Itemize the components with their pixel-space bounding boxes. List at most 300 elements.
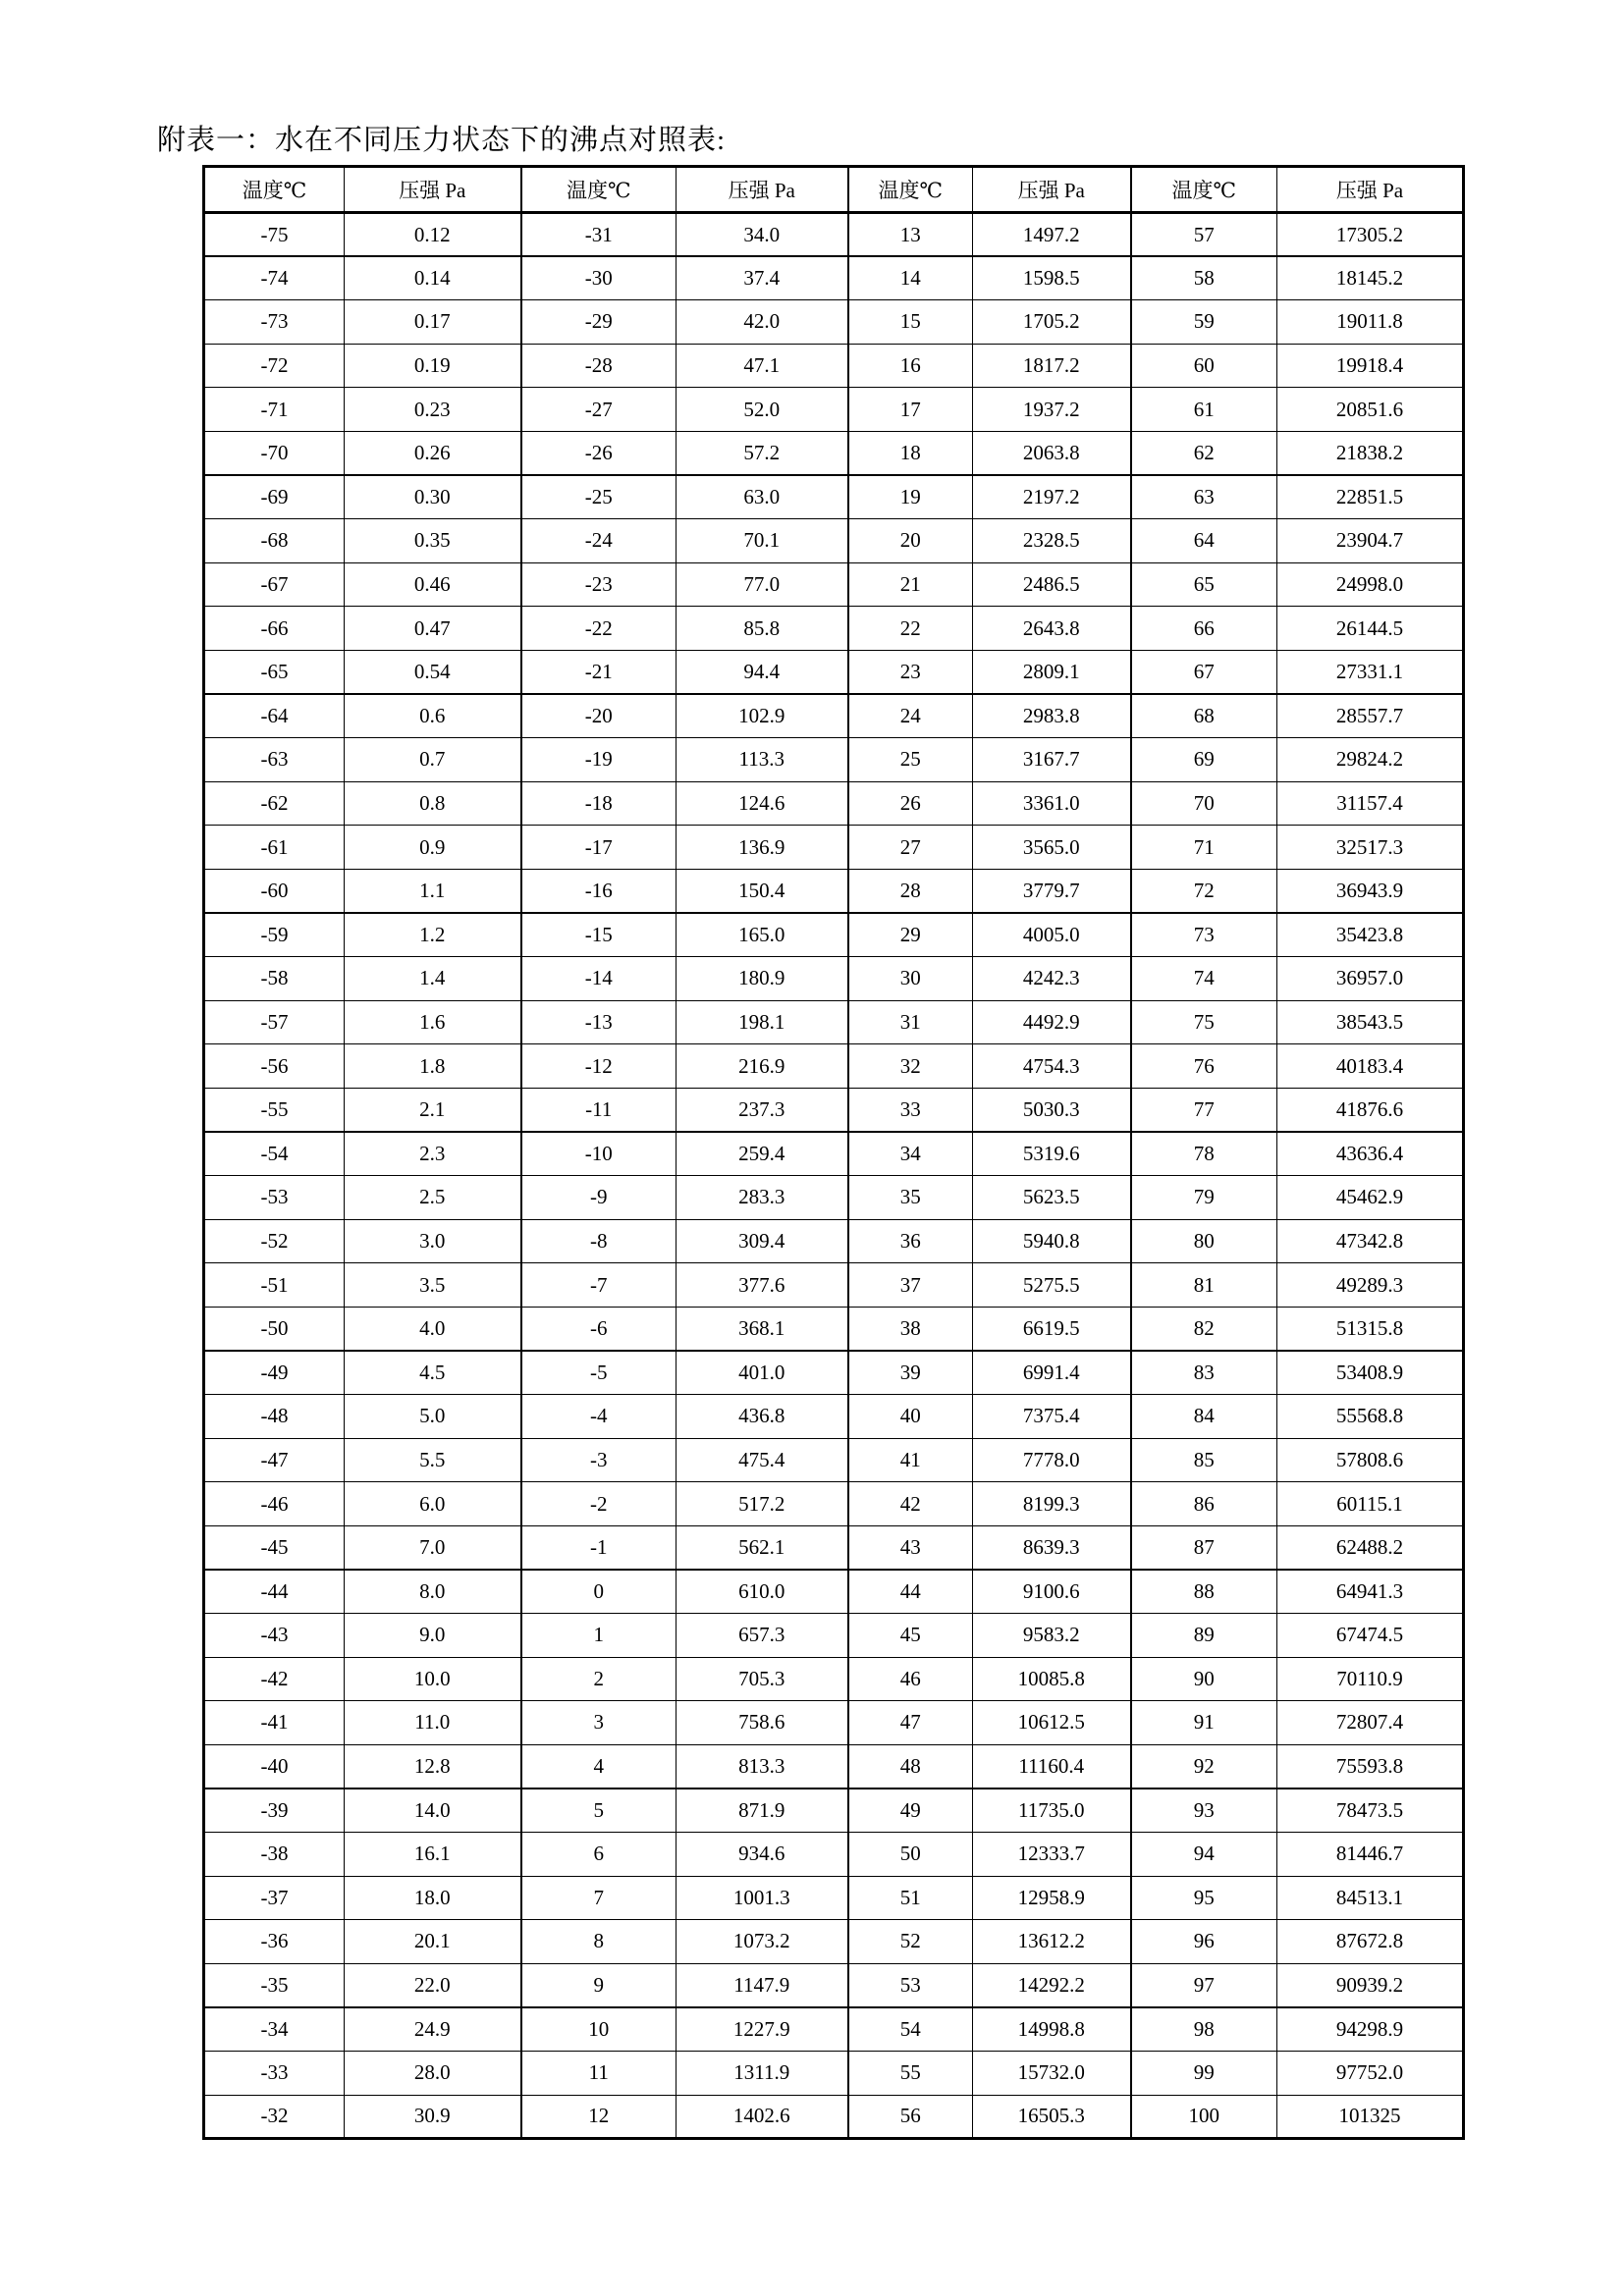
pressure-cell: 9.0 — [345, 1614, 521, 1658]
pressure-cell: 12.8 — [345, 1744, 521, 1789]
temperature-cell: -72 — [204, 344, 345, 388]
pressure-cell: 30.9 — [345, 2095, 521, 2139]
pressure-cell: 1.2 — [345, 913, 521, 957]
temperature-cell: -50 — [204, 1307, 345, 1351]
pressure-cell: 7375.4 — [973, 1395, 1131, 1439]
pressure-cell: 5030.3 — [973, 1088, 1131, 1132]
pressure-cell: 2486.5 — [973, 562, 1131, 607]
pressure-cell: 57.2 — [677, 431, 848, 475]
pressure-cell: 8639.3 — [973, 1525, 1131, 1570]
table-row — [204, 1701, 1464, 1745]
pressure-cell: 1147.9 — [677, 1963, 848, 2007]
table-row — [204, 1963, 1464, 2007]
temperature-cell: 53 — [848, 1963, 973, 2007]
pressure-cell: 14998.8 — [973, 2007, 1131, 2052]
pressure-cell: 1497.2 — [973, 213, 1131, 257]
temperature-cell: 28 — [848, 869, 973, 913]
pressure-cell: 12958.9 — [973, 1876, 1131, 1920]
pressure-cell: 16.1 — [345, 1832, 521, 1876]
pressure-cell: 705.3 — [677, 1657, 848, 1701]
pressure-cell: 35423.8 — [1277, 913, 1464, 957]
header-temperature-3: 温度℃ — [848, 167, 973, 213]
table-row — [204, 1351, 1464, 1395]
pressure-cell: 0.54 — [345, 650, 521, 694]
pressure-cell: 180.9 — [677, 957, 848, 1001]
temperature-cell: -44 — [204, 1570, 345, 1614]
temperature-cell: 33 — [848, 1088, 973, 1132]
temperature-cell: 49 — [848, 1789, 973, 1833]
table-row — [204, 2095, 1464, 2139]
table-row — [204, 1614, 1464, 1658]
temperature-cell: 52 — [848, 1920, 973, 1964]
temperature-cell: -35 — [204, 1963, 345, 2007]
pressure-cell: 1705.2 — [973, 300, 1131, 345]
pressure-cell: 28.0 — [345, 2051, 521, 2095]
pressure-cell: 31157.4 — [1277, 781, 1464, 826]
pressure-cell: 259.4 — [677, 1132, 848, 1176]
pressure-cell: 1598.5 — [973, 256, 1131, 300]
pressure-cell: 23904.7 — [1277, 519, 1464, 563]
pressure-cell: 62488.2 — [1277, 1525, 1464, 1570]
table-row — [204, 213, 1464, 257]
temperature-cell: 13 — [848, 213, 973, 257]
pressure-cell: 19011.8 — [1277, 300, 1464, 345]
temperature-cell: -31 — [521, 213, 677, 257]
temperature-cell: 60 — [1131, 344, 1277, 388]
temperature-cell: 87 — [1131, 1525, 1277, 1570]
pressure-cell: 562.1 — [677, 1525, 848, 1570]
temperature-cell: 6 — [521, 1832, 677, 1876]
temperature-cell: -38 — [204, 1832, 345, 1876]
temperature-cell: -5 — [521, 1351, 677, 1395]
pressure-cell: 9100.6 — [973, 1570, 1131, 1614]
temperature-cell: -11 — [521, 1088, 677, 1132]
temperature-cell: 72 — [1131, 869, 1277, 913]
pressure-cell: 10612.5 — [973, 1701, 1131, 1745]
temperature-cell: -51 — [204, 1263, 345, 1308]
table-row — [204, 694, 1464, 738]
temperature-cell: -27 — [521, 388, 677, 432]
pressure-cell: 0.30 — [345, 475, 521, 519]
temperature-cell: 97 — [1131, 1963, 1277, 2007]
temperature-cell: 0 — [521, 1570, 677, 1614]
temperature-cell: -59 — [204, 913, 345, 957]
pressure-cell: 97752.0 — [1277, 2051, 1464, 2095]
table-row — [204, 1920, 1464, 1964]
pressure-cell: 2197.2 — [973, 475, 1131, 519]
pressure-cell: 216.9 — [677, 1044, 848, 1089]
temperature-cell: -23 — [521, 562, 677, 607]
temperature-cell: -12 — [521, 1044, 677, 1089]
temperature-cell: 34 — [848, 1132, 973, 1176]
pressure-cell: 4.5 — [345, 1351, 521, 1395]
temperature-cell: 35 — [848, 1176, 973, 1220]
pressure-cell: 8199.3 — [973, 1482, 1131, 1526]
temperature-cell: -48 — [204, 1395, 345, 1439]
temperature-cell: 66 — [1131, 607, 1277, 651]
pressure-cell: 4492.9 — [973, 1000, 1131, 1044]
temperature-cell: 51 — [848, 1876, 973, 1920]
temperature-cell: -74 — [204, 256, 345, 300]
temperature-cell: -61 — [204, 826, 345, 870]
temperature-cell: -70 — [204, 431, 345, 475]
temperature-cell: -73 — [204, 300, 345, 345]
temperature-cell: 3 — [521, 1701, 677, 1745]
pressure-cell: 283.3 — [677, 1176, 848, 1220]
temperature-cell: 50 — [848, 1832, 973, 1876]
pressure-cell: 24998.0 — [1277, 562, 1464, 607]
pressure-cell: 5.5 — [345, 1438, 521, 1482]
pressure-cell: 2.3 — [345, 1132, 521, 1176]
table-row — [204, 826, 1464, 870]
pressure-cell: 11735.0 — [973, 1789, 1131, 1833]
pressure-cell: 0.19 — [345, 344, 521, 388]
temperature-cell: 46 — [848, 1657, 973, 1701]
pressure-cell: 5319.6 — [973, 1132, 1131, 1176]
temperature-cell: -55 — [204, 1088, 345, 1132]
pressure-cell: 1937.2 — [973, 388, 1131, 432]
table-row — [204, 1000, 1464, 1044]
pressure-cell: 60115.1 — [1277, 1482, 1464, 1526]
pressure-cell: 4.0 — [345, 1307, 521, 1351]
temperature-cell: -43 — [204, 1614, 345, 1658]
temperature-cell: -14 — [521, 957, 677, 1001]
pressure-cell: 70110.9 — [1277, 1657, 1464, 1701]
temperature-cell: -8 — [521, 1219, 677, 1263]
pressure-cell: 1227.9 — [677, 2007, 848, 2052]
pressure-cell: 45462.9 — [1277, 1176, 1464, 1220]
temperature-cell: 45 — [848, 1614, 973, 1658]
temperature-cell: -69 — [204, 475, 345, 519]
pressure-cell: 3.5 — [345, 1263, 521, 1308]
pressure-cell: 11.0 — [345, 1701, 521, 1745]
temperature-cell: 56 — [848, 2095, 973, 2139]
table-row — [204, 1744, 1464, 1789]
temperature-cell: 4 — [521, 1744, 677, 1789]
pressure-cell: 5940.8 — [973, 1219, 1131, 1263]
temperature-cell: 21 — [848, 562, 973, 607]
temperature-cell: -45 — [204, 1525, 345, 1570]
pressure-cell: 11160.4 — [973, 1744, 1131, 1789]
pressure-cell: 72807.4 — [1277, 1701, 1464, 1745]
temperature-cell: -60 — [204, 869, 345, 913]
table-row — [204, 2051, 1464, 2095]
temperature-cell: -3 — [521, 1438, 677, 1482]
temperature-cell: -36 — [204, 1920, 345, 1964]
temperature-cell: -30 — [521, 256, 677, 300]
pressure-cell: 24.9 — [345, 2007, 521, 2052]
pressure-cell: 19918.4 — [1277, 344, 1464, 388]
table-row — [204, 2007, 1464, 2052]
pressure-cell: 13612.2 — [973, 1920, 1131, 1964]
pressure-cell: 101325 — [1277, 2095, 1464, 2139]
temperature-cell: 39 — [848, 1351, 973, 1395]
temperature-cell: 96 — [1131, 1920, 1277, 1964]
temperature-cell: 63 — [1131, 475, 1277, 519]
pressure-cell: 18.0 — [345, 1876, 521, 1920]
temperature-cell: 58 — [1131, 256, 1277, 300]
pressure-cell: 1.1 — [345, 869, 521, 913]
temperature-cell: 78 — [1131, 1132, 1277, 1176]
pressure-cell: 1001.3 — [677, 1876, 848, 1920]
temperature-cell: 71 — [1131, 826, 1277, 870]
pressure-cell: 84513.1 — [1277, 1876, 1464, 1920]
table-body — [204, 213, 1464, 2139]
pressure-cell: 85.8 — [677, 607, 848, 651]
pressure-cell: 38543.5 — [1277, 1000, 1464, 1044]
table-row — [204, 781, 1464, 826]
pressure-cell: 0.6 — [345, 694, 521, 738]
pressure-cell: 124.6 — [677, 781, 848, 826]
temperature-cell: 55 — [848, 2051, 973, 2095]
pressure-cell: 113.3 — [677, 738, 848, 782]
pressure-cell: 934.6 — [677, 1832, 848, 1876]
temperature-cell: 89 — [1131, 1614, 1277, 1658]
temperature-cell: -62 — [204, 781, 345, 826]
page-title: 附表一：水在不同压力状态下的沸点对照表: — [157, 125, 727, 156]
table-row — [204, 475, 1464, 519]
header-temperature-1: 温度℃ — [204, 167, 345, 213]
pressure-cell: 75593.8 — [1277, 1744, 1464, 1789]
pressure-cell: 0.12 — [345, 213, 521, 257]
temperature-cell: 8 — [521, 1920, 677, 1964]
temperature-cell: 99 — [1131, 2051, 1277, 2095]
temperature-cell: 30 — [848, 957, 973, 1001]
pressure-cell: 81446.7 — [1277, 1832, 1464, 1876]
pressure-cell: 1402.6 — [677, 2095, 848, 2139]
pressure-cell: 51315.8 — [1277, 1307, 1464, 1351]
pressure-cell: 610.0 — [677, 1570, 848, 1614]
temperature-cell: -16 — [521, 869, 677, 913]
temperature-cell: -25 — [521, 475, 677, 519]
pressure-cell: 2643.8 — [973, 607, 1131, 651]
pressure-cell: 34.0 — [677, 213, 848, 257]
temperature-cell: -57 — [204, 1000, 345, 1044]
pressure-cell: 67474.5 — [1277, 1614, 1464, 1658]
pressure-cell: 47.1 — [677, 344, 848, 388]
temperature-cell: -63 — [204, 738, 345, 782]
temperature-cell: -67 — [204, 562, 345, 607]
temperature-cell: 36 — [848, 1219, 973, 1263]
pressure-cell: 871.9 — [677, 1789, 848, 1833]
pressure-cell: 17305.2 — [1277, 213, 1464, 257]
temperature-cell: -37 — [204, 1876, 345, 1920]
pressure-cell: 10085.8 — [973, 1657, 1131, 1701]
pressure-cell: 517.2 — [677, 1482, 848, 1526]
temperature-cell: -32 — [204, 2095, 345, 2139]
temperature-cell: 14 — [848, 256, 973, 300]
pressure-cell: 0.26 — [345, 431, 521, 475]
pressure-cell: 0.46 — [345, 562, 521, 607]
pressure-cell: 78473.5 — [1277, 1789, 1464, 1833]
pressure-cell: 22.0 — [345, 1963, 521, 2007]
pressure-cell: 90939.2 — [1277, 1963, 1464, 2007]
table-row — [204, 344, 1464, 388]
pressure-cell: 237.3 — [677, 1088, 848, 1132]
temperature-cell: 86 — [1131, 1482, 1277, 1526]
pressure-cell: 0.47 — [345, 607, 521, 651]
pressure-cell: 47342.8 — [1277, 1219, 1464, 1263]
pressure-cell: 401.0 — [677, 1351, 848, 1395]
temperature-cell: 67 — [1131, 650, 1277, 694]
temperature-cell: -17 — [521, 826, 677, 870]
table-row — [204, 1789, 1464, 1833]
pressure-cell: 1311.9 — [677, 2051, 848, 2095]
table-row — [204, 1482, 1464, 1526]
temperature-cell: 74 — [1131, 957, 1277, 1001]
temperature-cell: 81 — [1131, 1263, 1277, 1308]
pressure-cell: 21838.2 — [1277, 431, 1464, 475]
temperature-cell: 20 — [848, 519, 973, 563]
temperature-cell: -34 — [204, 2007, 345, 2052]
pressure-cell: 16505.3 — [973, 2095, 1131, 2139]
temperature-cell: 31 — [848, 1000, 973, 1044]
temperature-cell: -28 — [521, 344, 677, 388]
pressure-cell: 2983.8 — [973, 694, 1131, 738]
temperature-cell: 22 — [848, 607, 973, 651]
temperature-cell: 47 — [848, 1701, 973, 1745]
temperature-cell: 79 — [1131, 1176, 1277, 1220]
table-row — [204, 1876, 1464, 1920]
pressure-cell: 37.4 — [677, 256, 848, 300]
table-row — [204, 1219, 1464, 1263]
temperature-cell: 43 — [848, 1525, 973, 1570]
temperature-cell: 27 — [848, 826, 973, 870]
pressure-cell: 6991.4 — [973, 1351, 1131, 1395]
pressure-cell: 20.1 — [345, 1920, 521, 1964]
pressure-cell: 5623.5 — [973, 1176, 1131, 1220]
temperature-cell: -53 — [204, 1176, 345, 1220]
temperature-cell: -26 — [521, 431, 677, 475]
temperature-cell: 64 — [1131, 519, 1277, 563]
temperature-cell: 92 — [1131, 1744, 1277, 1789]
temperature-cell: 23 — [848, 650, 973, 694]
pressure-cell: 5.0 — [345, 1395, 521, 1439]
temperature-cell: 91 — [1131, 1701, 1277, 1745]
table-row — [204, 1132, 1464, 1176]
pressure-cell: 32517.3 — [1277, 826, 1464, 870]
pressure-cell: 0.14 — [345, 256, 521, 300]
table-row — [204, 300, 1464, 345]
pressure-cell: 36943.9 — [1277, 869, 1464, 913]
pressure-cell: 36957.0 — [1277, 957, 1464, 1001]
table-row — [204, 607, 1464, 651]
pressure-cell: 53408.9 — [1277, 1351, 1464, 1395]
pressure-cell: 9583.2 — [973, 1614, 1131, 1658]
pressure-cell: 94298.9 — [1277, 2007, 1464, 2052]
pressure-cell: 1817.2 — [973, 344, 1131, 388]
pressure-cell: 198.1 — [677, 1000, 848, 1044]
pressure-cell: 1073.2 — [677, 1920, 848, 1964]
pressure-cell: 5275.5 — [973, 1263, 1131, 1308]
pressure-cell: 26144.5 — [1277, 607, 1464, 651]
table-row — [204, 1307, 1464, 1351]
pressure-cell: 436.8 — [677, 1395, 848, 1439]
temperature-cell: -21 — [521, 650, 677, 694]
pressure-cell: 28557.7 — [1277, 694, 1464, 738]
temperature-cell: -18 — [521, 781, 677, 826]
pressure-cell: 3167.7 — [973, 738, 1131, 782]
pressure-cell: 4005.0 — [973, 913, 1131, 957]
temperature-cell: 84 — [1131, 1395, 1277, 1439]
pressure-cell: 20851.6 — [1277, 388, 1464, 432]
header-pressure-2: 压强 Pa — [677, 167, 848, 213]
pressure-cell: 94.4 — [677, 650, 848, 694]
header-row — [204, 167, 1464, 213]
pressure-cell: 49289.3 — [1277, 1263, 1464, 1308]
temperature-cell: -33 — [204, 2051, 345, 2095]
temperature-cell: -4 — [521, 1395, 677, 1439]
table-row — [204, 1044, 1464, 1089]
header-pressure-3: 压强 Pa — [973, 167, 1131, 213]
temperature-cell: 70 — [1131, 781, 1277, 826]
temperature-cell: 38 — [848, 1307, 973, 1351]
pressure-cell: 57808.6 — [1277, 1438, 1464, 1482]
temperature-cell: -2 — [521, 1482, 677, 1526]
table-row — [204, 738, 1464, 782]
temperature-cell: 32 — [848, 1044, 973, 1089]
temperature-cell: -15 — [521, 913, 677, 957]
pressure-cell: 41876.6 — [1277, 1088, 1464, 1132]
table-row — [204, 1657, 1464, 1701]
table-row — [204, 650, 1464, 694]
temperature-cell: -64 — [204, 694, 345, 738]
pressure-cell: 2809.1 — [973, 650, 1131, 694]
table-row — [204, 562, 1464, 607]
pressure-cell: 55568.8 — [1277, 1395, 1464, 1439]
temperature-cell: 2 — [521, 1657, 677, 1701]
table-row — [204, 1832, 1464, 1876]
pressure-cell: 2.5 — [345, 1176, 521, 1220]
temperature-cell: -65 — [204, 650, 345, 694]
temperature-cell: 76 — [1131, 1044, 1277, 1089]
temperature-cell: 18 — [848, 431, 973, 475]
pressure-cell: 15732.0 — [973, 2051, 1131, 2095]
pressure-cell: 87672.8 — [1277, 1920, 1464, 1964]
temperature-cell: 1 — [521, 1614, 677, 1658]
table-row — [204, 388, 1464, 432]
boiling-point-table — [202, 165, 1465, 2140]
temperature-cell: 57 — [1131, 213, 1277, 257]
temperature-cell: 93 — [1131, 1789, 1277, 1833]
temperature-cell: 69 — [1131, 738, 1277, 782]
temperature-cell: -54 — [204, 1132, 345, 1176]
table-row — [204, 431, 1464, 475]
temperature-cell: 41 — [848, 1438, 973, 1482]
pressure-cell: 43636.4 — [1277, 1132, 1464, 1176]
temperature-cell: 12 — [521, 2095, 677, 2139]
table-row — [204, 1570, 1464, 1614]
temperature-cell: 16 — [848, 344, 973, 388]
temperature-cell: -19 — [521, 738, 677, 782]
pressure-cell: 64941.3 — [1277, 1570, 1464, 1614]
pressure-cell: 0.8 — [345, 781, 521, 826]
pressure-cell: 0.7 — [345, 738, 521, 782]
temperature-cell: -20 — [521, 694, 677, 738]
pressure-cell: 77.0 — [677, 562, 848, 607]
pressure-cell: 10.0 — [345, 1657, 521, 1701]
temperature-cell: 11 — [521, 2051, 677, 2095]
temperature-cell: -40 — [204, 1744, 345, 1789]
temperature-cell: 73 — [1131, 913, 1277, 957]
temperature-cell: -46 — [204, 1482, 345, 1526]
temperature-cell: 24 — [848, 694, 973, 738]
pressure-cell: 0.23 — [345, 388, 521, 432]
pressure-cell: 1.6 — [345, 1000, 521, 1044]
temperature-cell: 65 — [1131, 562, 1277, 607]
temperature-cell: -22 — [521, 607, 677, 651]
table-row — [204, 869, 1464, 913]
